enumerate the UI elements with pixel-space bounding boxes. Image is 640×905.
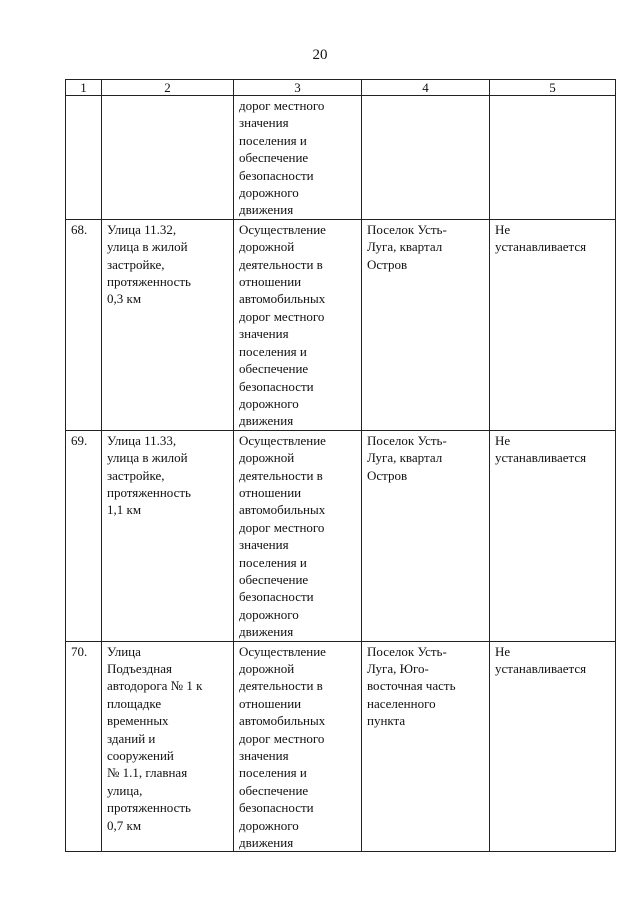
row-number-cell: 70. (66, 641, 102, 852)
row-number-cell: 68. (66, 219, 102, 430)
page-number: 20 (312, 47, 328, 63)
purpose-cell: Осуществление дорожной деятельности в отношении автомобильных дорог местного значения поселения и обеспечение безопасности дорожного движения (234, 430, 362, 641)
row-number-cell: 69. (66, 430, 102, 641)
column-number-5: 5 (490, 80, 616, 96)
table-row (66, 641, 616, 852)
column-number-4: 4 (362, 80, 490, 96)
object-name-cell: Улица 11.33, улица в жилой застройке, протяженность 1,1 км (102, 430, 234, 641)
purpose-cell: Осуществление дорожной деятельности в отношении автомобильных дорог местного значения поселения и обеспечение безопасности дорожного движения (234, 641, 362, 852)
zone-limit-cell: Не устанавливается (490, 219, 616, 430)
table-row (66, 96, 616, 220)
zone-limit-cell (490, 96, 616, 220)
table-header-row (66, 80, 616, 96)
table-row (66, 430, 616, 641)
column-number-2: 2 (102, 80, 234, 96)
location-cell: Поселок Усть- Луга, квартал Остров (362, 430, 490, 641)
location-cell: Поселок Усть- Луга, Юго- восточная часть населенного пункта (362, 641, 490, 852)
document-table (65, 79, 616, 852)
location-cell (362, 96, 490, 220)
zone-limit-cell: Не устанавливается (490, 430, 616, 641)
location-cell: Поселок Усть- Луга, квартал Остров (362, 219, 490, 430)
column-number-1: 1 (66, 80, 102, 96)
row-number-cell (66, 96, 102, 220)
purpose-cell: дорог местного значения поселения и обеспечение безопасности дорожного движения (234, 96, 362, 220)
object-name-cell (102, 96, 234, 220)
column-number-3: 3 (234, 80, 362, 96)
purpose-cell: Осуществление дорожной деятельности в отношении автомобильных дорог местного значения поселения и обеспечение безопасности дорожного движения (234, 219, 362, 430)
table-row (66, 219, 616, 430)
zone-limit-cell: Не устанавливается (490, 641, 616, 852)
object-name-cell: Улица 11.32, улица в жилой застройке, протяженность 0,3 км (102, 219, 234, 430)
object-name-cell: Улица Подъездная автодорога № 1 к площадке временных зданий и сооружений № 1.1, главная улица, протяженность 0,7 км (102, 641, 234, 852)
